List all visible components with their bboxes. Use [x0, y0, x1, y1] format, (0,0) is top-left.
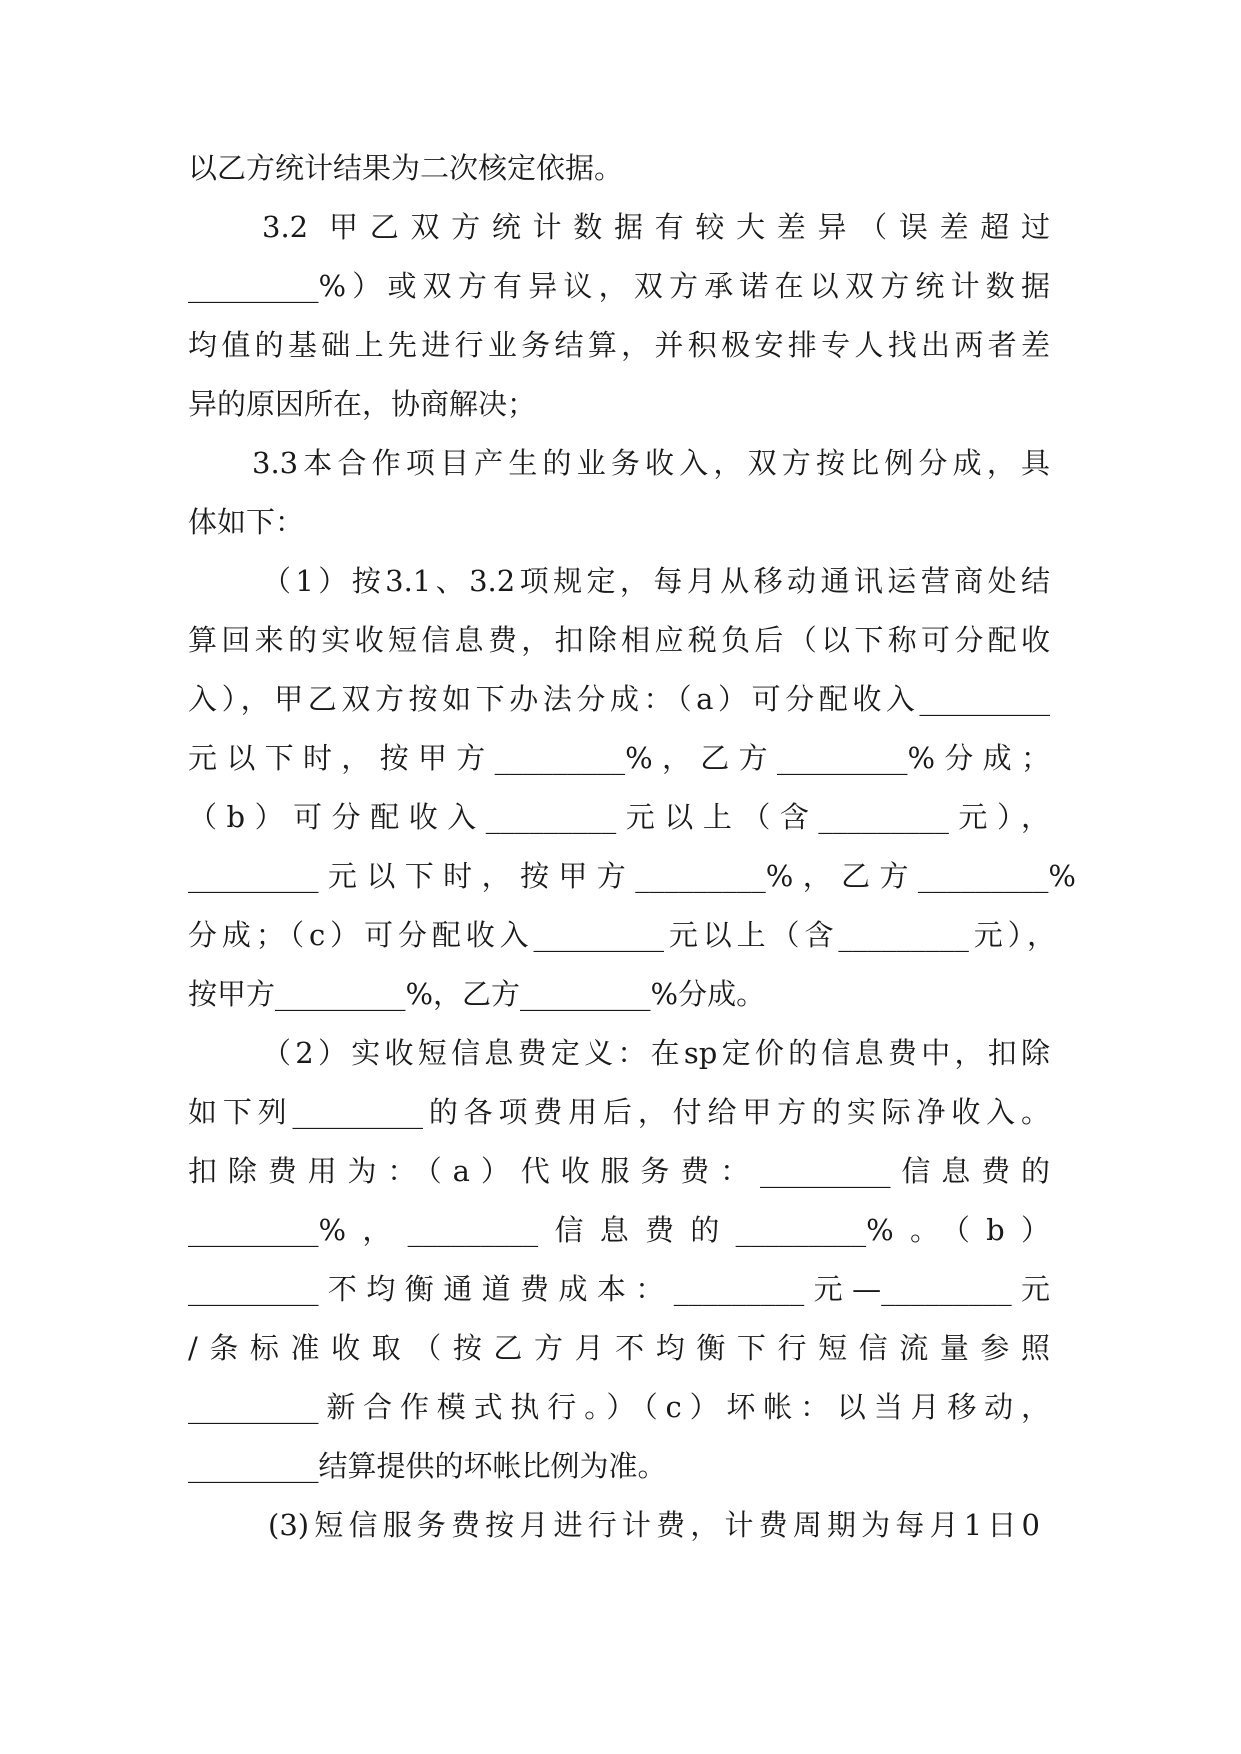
text-line-1: 以乙方统计结果为二次核定依据。	[188, 151, 624, 185]
text-line-20: _________不均衡通道费成本：_________元—_________元	[188, 1272, 1050, 1306]
text-line-13: _________元以下时，按甲方_________%，乙方_________%	[188, 859, 1076, 893]
text-line-23: _________结算提供的坏帐比例为准。	[188, 1449, 667, 1483]
text-line-6: 3.3本合作项目产生的业务收入，双方按比例分成，具	[252, 446, 1050, 480]
text-line-5: 异的原因所在，协商解决；	[188, 387, 537, 421]
text-line-4: 均值的基础上先进行业务结算，并积极安排专人找出两者差	[188, 328, 1050, 362]
text-line-11: 元以下时，按甲方_________%，乙方_________%分成；	[188, 741, 1050, 775]
text-line-18: 扣除费用为：（a）代收服务费：_________信息费的	[188, 1154, 1050, 1188]
text-line-8: （1）按3.1、3.2项规定，每月从移动通讯运营商处结	[262, 564, 1050, 598]
text-line-12: （b）可分配收入_________元以上（含_________元），	[188, 800, 1050, 834]
text-line-24: (3)短信服务费按月进行计费，计费周期为每月1日0	[268, 1508, 1040, 1542]
text-line-10: 入），甲乙双方按如下办法分成：（a）可分配收入_________	[188, 682, 1050, 716]
text-line-14: 分成；（c）可分配收入_________元以上（含_________元），	[188, 918, 1056, 952]
text-line-2: 3.2 甲乙双方统计数据有较大差异（误差超过	[262, 210, 1050, 244]
text-line-17: 如下列_________的各项费用后，付给甲方的实际净收入。	[188, 1095, 1050, 1129]
text-line-16: （2）实收短信息费定义：在sp定价的信息费中，扣除	[262, 1036, 1050, 1070]
text-line-7: 体如下：	[188, 505, 305, 539]
text-line-9: 算回来的实收短信息费，扣除相应税负后（以下称可分配收	[188, 623, 1050, 657]
text-line-19: _________%，_________信息费的_________%。（b）	[188, 1213, 1050, 1247]
text-line-3: _________%）或双方有异议，双方承诺在以双方统计数据	[188, 269, 1050, 303]
text-line-22: _________新合作模式执行。）（c）坏帐：以当月移动，	[188, 1390, 1050, 1424]
text-line-15: 按甲方_________%，乙方_________%分成。	[188, 977, 766, 1011]
text-line-21: /条标准收取（按乙方月不均衡下行短信流量参照	[188, 1331, 1050, 1365]
